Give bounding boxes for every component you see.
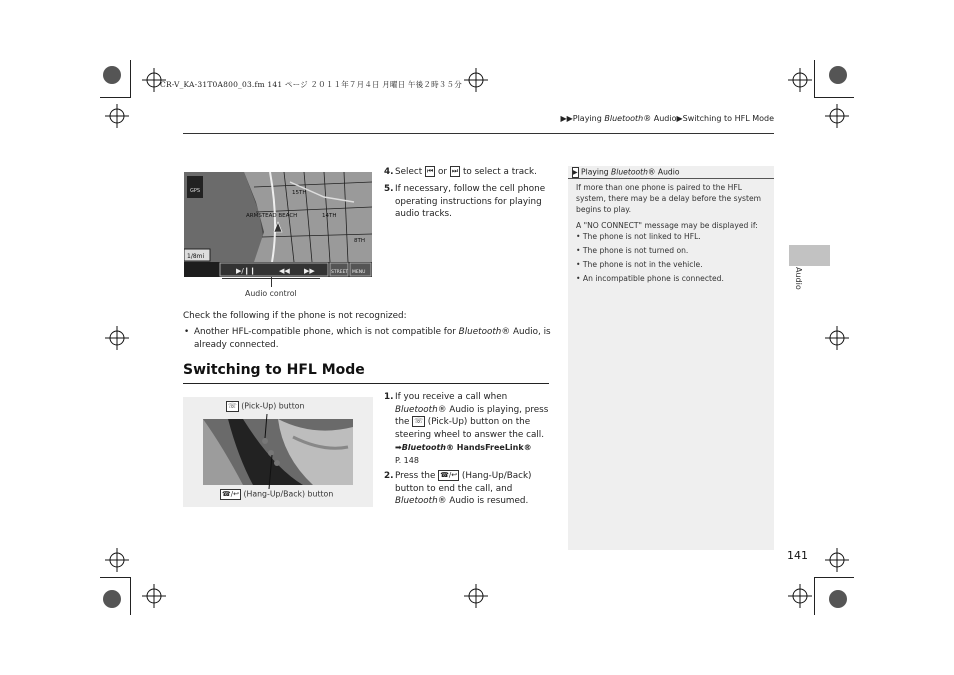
page-number: 141 bbox=[787, 549, 808, 562]
navigation-screen-image bbox=[184, 172, 372, 277]
list-item: • The phone is not turned on. bbox=[576, 246, 689, 255]
section-tab bbox=[789, 245, 830, 266]
map-street-label: 14TH bbox=[322, 213, 337, 219]
previous-track-button-graphic: ◀◀ bbox=[279, 267, 290, 275]
check-intro: Check the following if the phone is not recognized: bbox=[183, 311, 407, 321]
section-tab-label: Audio bbox=[794, 267, 803, 290]
skip-forward-icon: ⏭ bbox=[451, 167, 459, 175]
callout-bracket bbox=[222, 278, 320, 279]
header-rule bbox=[183, 133, 774, 134]
menu-button-graphic: MENU bbox=[352, 270, 366, 275]
sidebar-para-2: A "NO CONNECT" message may be displayed if: bbox=[576, 221, 758, 230]
hangup-back-icon: ☎/↩ bbox=[222, 490, 239, 498]
skip-back-icon: ⏮ bbox=[426, 167, 434, 175]
street-button-graphic: STREET bbox=[331, 270, 349, 275]
list-item: • An incompatible phone is connected. bbox=[576, 274, 724, 283]
hangup-button-caption: ☎/↩ (Hang-Up/Back) button bbox=[222, 489, 334, 499]
pickup-phone-icon: ☏ bbox=[414, 417, 423, 426]
map-scale: 1/8mi bbox=[187, 253, 205, 260]
play-pause-button-graphic: ▶/❙❙ bbox=[236, 267, 256, 275]
list-item: • The phone is not linked to HFL. bbox=[576, 232, 701, 241]
gps-label: GPS bbox=[190, 188, 201, 194]
step-5: 5. If necessary, follow the cell phone operating instructions for playing audio tracks. bbox=[384, 184, 546, 220]
print-filename: CR-V_KA-31T0A800_03.fm 141 ページ ２０１１年７月４日 月曜日 午後２時３５分 bbox=[160, 80, 462, 89]
check-bullet: • Another HFL-compatible phone, which is not compatible for Bluetooth® Audio, is already connected. bbox=[184, 327, 551, 350]
pickup-phone-icon: ☏ bbox=[228, 402, 237, 410]
breadcrumb: ▶▶Playing Bluetooth® Audio▶Switching to HFL Mode bbox=[560, 114, 774, 123]
next-track-button-graphic: ▶▶ bbox=[304, 267, 315, 275]
pickup-button-caption: ☏ (Pick-Up) button bbox=[228, 401, 305, 411]
section-title: Switching to HFL Mode bbox=[183, 362, 365, 378]
step-4: 4. Select ⏮ or ⏭ to select a track. bbox=[384, 167, 537, 177]
step-1: 1. If you receive a call when Bluetooth® Audio is playing, press the ☏ (Pick-Up) button on the steering wheel to answer the call. ➡Bluetooth® HandsFreeLink® P. 148 bbox=[395, 391, 555, 468]
hangup-back-icon: ☎/↩ bbox=[440, 471, 458, 479]
note-icon: ▶ bbox=[573, 169, 578, 176]
sidebar-rule bbox=[568, 178, 774, 179]
map-street-label: ARMSTEAD BEACH bbox=[246, 213, 298, 219]
sidebar-para-1: If more than one phone is paired to the HFL system, there may be a delay before the system begins to play. bbox=[576, 183, 762, 214]
map-street-label: 15TH bbox=[292, 190, 307, 196]
audio-control-caption: Audio control bbox=[245, 289, 297, 298]
reference-arrow-icon: ➡ bbox=[395, 443, 402, 453]
sidebar-heading: ▶ Playing Bluetooth® Audio bbox=[573, 167, 680, 177]
map-graphic bbox=[184, 172, 372, 277]
sidebar-bullet-list bbox=[576, 231, 770, 284]
section-rule bbox=[183, 383, 549, 384]
list-item: • The phone is not in the vehicle. bbox=[576, 260, 703, 269]
map-street-label: 8TH bbox=[354, 238, 365, 244]
cross-reference-page: P. 148 bbox=[395, 455, 419, 465]
step-2: 2. Press the ☎/↩ (Hang-Up/Back) button to end the call, and Bluetooth® Audio is resumed. bbox=[384, 471, 532, 507]
cross-reference-link[interactable]: ➡Bluetooth® HandsFreeLink® bbox=[395, 443, 532, 453]
